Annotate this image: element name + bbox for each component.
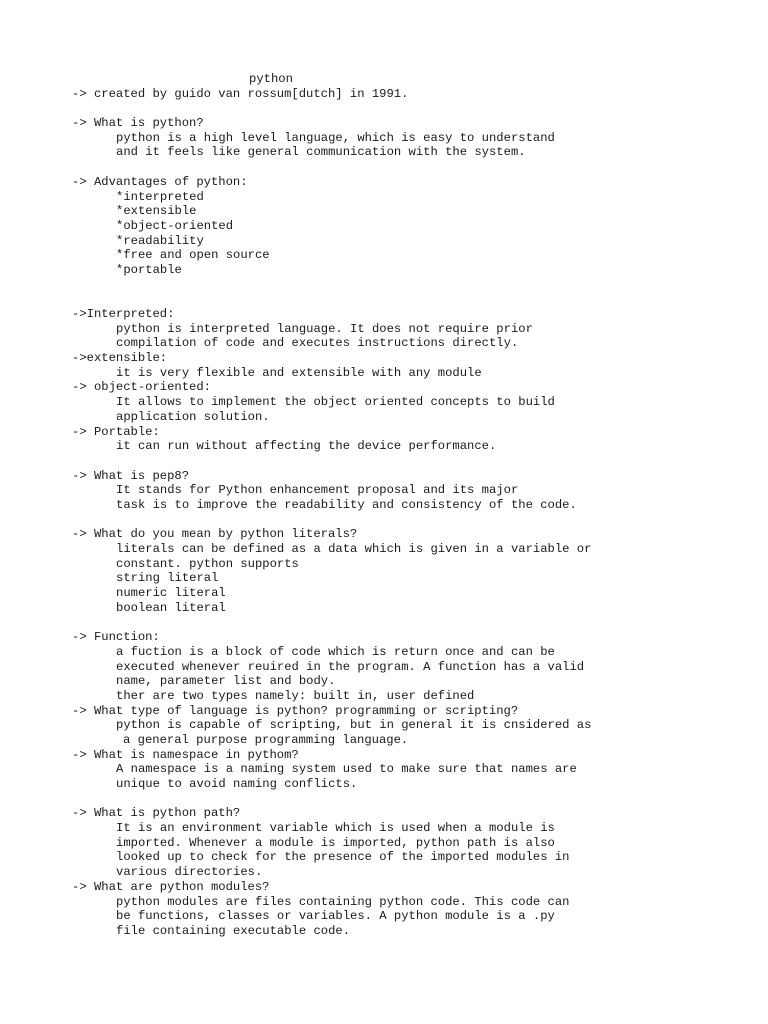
section-heading-line: -> Portable:: [72, 424, 160, 439]
body-text-line: python is interpreted language. It does not require prior: [116, 321, 533, 336]
document-title: python: [249, 72, 293, 86]
body-text-line: ther are two types namely: built in, user defined: [116, 688, 475, 703]
body-text-line: It is an environment variable which is used when a module is: [116, 821, 555, 836]
body-text-line: and it feels like general communication with the system.: [116, 145, 526, 160]
body-text-line: imported. Whenever a module is imported, python path is also: [116, 835, 555, 850]
body-text-line: it is very flexible and extensible with any module: [116, 365, 482, 380]
body-text-line: a fuction is a block of code which is return once and can be: [116, 644, 555, 659]
section-heading-line: -> What do you mean by python literals?: [72, 527, 358, 542]
body-text-line: *interpreted: [116, 189, 204, 204]
blank-line: [72, 292, 752, 307]
section-heading-line: -> created by guido van rossum[dutch] in 1991.: [72, 86, 409, 101]
body-text-line: *object-oriented: [116, 218, 234, 233]
body-text-line: python is capable of scripting, but in general it is cnsidered as: [116, 718, 592, 733]
body-text-line: python is a high level language, which is easy to understand: [116, 130, 555, 145]
body-text-line: be functions, classes or variables. A python module is a .py: [116, 909, 555, 924]
section-heading-line: -> Advantages of python:: [72, 174, 248, 189]
section-heading-line: -> What are python modules?: [72, 879, 270, 894]
section-heading-line: ->Interpreted:: [72, 307, 175, 321]
blank-line: [72, 615, 752, 630]
body-text-line: task is to improve the readability and consistency of the code.: [116, 497, 577, 512]
body-text-line: python modules are files containing python code. This code can: [116, 894, 570, 909]
body-text-line: *portable: [116, 262, 182, 277]
body-text-line: compilation of code and executes instructions directly.: [116, 336, 519, 351]
body-text-line: various directories.: [116, 865, 263, 880]
body-text-line: string literal: [116, 571, 219, 586]
body-text-line: application solution.: [116, 409, 270, 424]
body-text-line: A namespace is a naming system used to make sure that names are: [116, 762, 577, 777]
section-heading-line: -> Function:: [72, 630, 160, 645]
blank-line: [72, 101, 752, 116]
blank-line: [72, 160, 752, 175]
body-text-line: *extensible: [116, 204, 197, 219]
document-body: [72, 87, 752, 939]
body-text-line: executed whenever reuired in the program. A function has a valid: [116, 659, 585, 674]
body-text-line: numeric literal: [116, 586, 226, 601]
body-text-line: *free and open source: [116, 248, 270, 263]
section-heading-line: -> What is python path?: [72, 806, 241, 821]
body-text-line: a general purpose programming language.: [123, 732, 409, 747]
section-heading-line: -> What is pep8?: [72, 468, 190, 483]
body-text-line: It stands for Python enhancement proposal and its major: [116, 483, 519, 498]
section-heading-line: -> What is python?: [72, 116, 204, 131]
section-heading-line: -> object-oriented:: [72, 380, 211, 395]
blank-line: [72, 278, 752, 293]
body-text-line: boolean literal: [116, 600, 226, 615]
body-text-line: it can run without affecting the device performance.: [116, 439, 497, 454]
body-text-line: literals can be defined as a data which is given in a variable or: [116, 542, 592, 556]
body-text-line: constant. python supports: [116, 556, 299, 571]
blank-line: [72, 513, 752, 528]
section-heading-line: ->extensible:: [72, 351, 168, 366]
blank-line: [72, 454, 752, 469]
body-text-line: looked up to check for the presence of the imported modules in: [116, 850, 570, 865]
blank-line: [72, 792, 752, 807]
body-text-line: It allows to implement the object oriented concepts to build: [116, 395, 555, 410]
section-heading-line: -> What type of language is python? programming or scripting?: [72, 703, 519, 718]
body-text-line: name, parameter list and body.: [116, 674, 336, 689]
section-heading-line: -> What is namespace in pythom?: [72, 747, 299, 762]
document-page: [72, 72, 752, 939]
body-text-line: unique to avoid naming conflicts.: [116, 777, 358, 791]
body-text-line: file containing executable code.: [116, 923, 351, 938]
body-text-line: *readability: [116, 233, 204, 248]
